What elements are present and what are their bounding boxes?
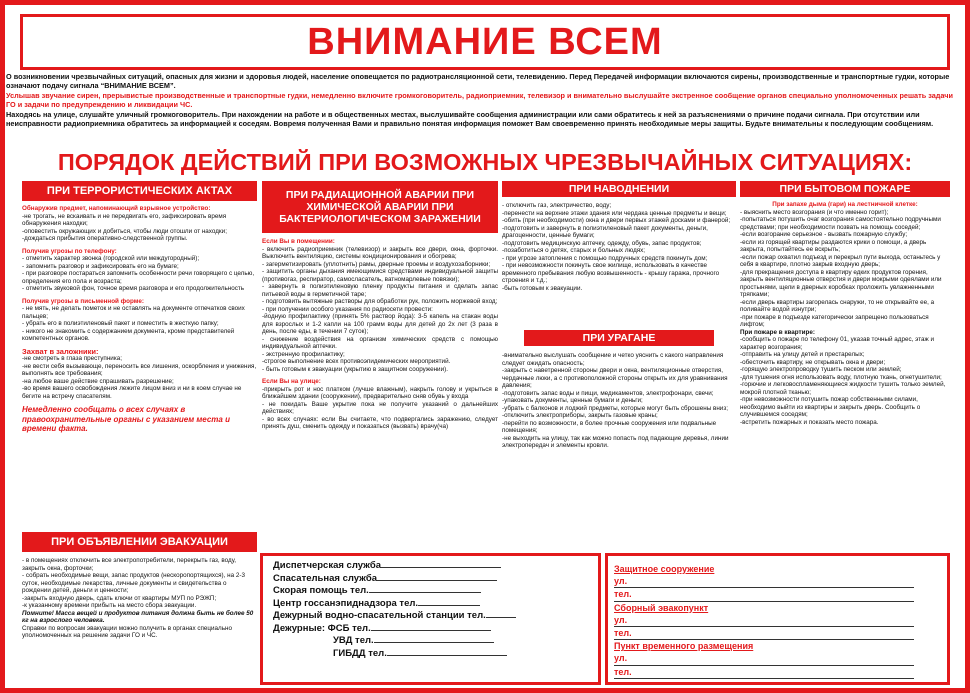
terror-final: Немедленно сообщать о всех случаях в правоохранительные органы с указанием места и времени факта. [22, 405, 230, 433]
service-gibdd: ГИБДД тел. [333, 647, 387, 659]
evac-bold: Помните! Масса вещей и продуктов питания должна быть не более 50 кг на взрослого человека. [22, 609, 254, 624]
terror-h4: Захват в заложники: [22, 346, 99, 356]
terror-h3: Получив угрозы в письменной форме: [22, 297, 144, 305]
fire-h2: При пожаре в квартире: [740, 328, 815, 336]
page-title: ВНИМАНИЕ ВСЕМ [20, 14, 950, 70]
service-fsb: Дежурные: ФСБ тел. [273, 622, 371, 634]
services-box [260, 553, 601, 685]
fire-section [740, 181, 950, 426]
terror-t2: - отметить характер звонка (городской или междугородный); - запомнить разговор и зафиксировать его на бумаге; - при разговоре постараться запомнить особенности речи говорящего с целью, определения его пола и возраста; - отметить звуковой фон, точное время разговора и его продолжительность [22, 255, 255, 292]
service-dispatch: Диспетчерская служба [273, 560, 382, 571]
evac-section [22, 532, 257, 640]
temporary-street: ул. [614, 652, 914, 665]
shelter-street: ул. [614, 575, 914, 588]
flood-section [502, 181, 736, 292]
terror-t4: -не смотреть в глаза преступника; -не вести себя вызывающе, переносить все лишения, оскорбления и унижения, выполнять все требования; -на любое ваше действие спрашивать разрешение; -во время вашего освобождения лежите лицом вниз и ни в коем случае не бегите на встречу спасателям. [22, 355, 257, 400]
terror-h1: Обнаружив предмет, напоминающий взрывное устройство: [22, 205, 211, 212]
service-uvd: УВД тел. [333, 635, 374, 646]
terror-t3: - не мять, не делать пометок и не оставлять на документе отпечатков своих пальцев; - убрать его в полиэтиленовый пакет и поместить в жесткую папку; - никого не знакомить с содержанием документа, кроме представителей компетентных органов. [22, 305, 245, 342]
hurricane-t1: -внимательно выслушать сообщение и четко уяснить с какого направления следует ожидать опасность; -закрыть с наветренной стороны двери и окна, вентиляционные отверстия, чердачные люки, а с противоположной стороны открыть их для уравнивания давления; -подготовить запас воды и пищи, медикаментов, электрофонари, свечи; -упаковать документы, ценные бумаги и деньги; -убрать с балконов и лоджий предметы, которые могут быть сброшены вниз; -отключить электроприборы, закрыть газовые краны; -перейти по возможности, в более прочные сооружения или подвальные помещения; -не выходить на улицу, так как можно попасть под падающие деревья, линии электропередач и элементы кровли. [502, 352, 729, 449]
hurricane-section [502, 330, 736, 450]
section-subtitle: ПОРЯДОК ДЕЙСТВИЙ ПРИ ВОЗМОЖНЫХ ЧРЕЗВЫЧАЙНЫХ СИТУАЦИЯХ: [57, 149, 913, 175]
terror-h2: Получив угрозы по телефону: [22, 247, 117, 255]
fire-header: ПРИ БЫТОВОМ ПОЖАРЕ [740, 181, 950, 197]
intro-line-2: Услышав звучание сирен, прерывистые производственные и транспортные гудки, немедленно включите громкоговоритель, радиоприемник, телевизор и внимательно выслушайте экстренное сообщение органов специально уполномоченных решать задачи ГО и задачи по предупреждению и ликвидации ЧС. [6, 90, 954, 110]
terror-t1: -не трогать, не вскаивать и не передвигать его, зафиксировать время обнаружения находки; -оповестить окружающих и добиться, чтобы люди отошли от находки; -дождаться прибытия оперативно-следственной группы. [22, 212, 227, 242]
assembly-street: ул. [614, 614, 914, 627]
shelter-phone: тел. [614, 588, 914, 601]
evac-header: ПРИ ОБЪЯВЛЕНИИ ЭВАКУАЦИИ [22, 532, 257, 552]
radiation-t2: -прикрыть рот и нос платком (лучше влажным), накрыть голову и укрыться в ближайшем здании (сооружении), предварительно сняв обувь у входа - не покидать Ваше укрытие пока не получите указаний о дальнейших действиях; - во всех случаях: если Вы считаете, что подвергались заражению, следует принять душ, сменить одежду и показаться (вызвать) врачу(ча) [262, 385, 498, 430]
hurricane-header: ПРИ УРАГАНЕ [524, 330, 714, 346]
terror-header: ПРИ ТЕРРОРИСТИЧЕСКИХ АКТАХ [22, 181, 257, 201]
evac-t2: Справки по вопросам эвакуации можно получить в органах специально уполномоченных на решение задачи ГО и ЧС. [22, 624, 232, 639]
radiation-t1: - включить радиоприемник (телевизор) и закрыть все двери, окна, форточки. Выключить вентиляцию, системы кондиционирования и обогрева; - загерметизировать (уплотнить) рамы, дверные проемы и воздухозаборники; - защитить органы дыхания имеющимися средствами индивидуальной защиты (противогаз, респиратор, самосласатель, ватномарлевые повязки); - завернуть в полиэтиленовую пленку продукты питания и сделать запас питьевой воды в герметичной таре; - подготовить вытяжные растворы для обработки рук, положить моржевой вход; - при получении особого указания по радиосети провести: -йодную профилактику (принять 5% раствор йода): 3-5 капель на стакан воды для взрослых и 1-2 капли на 100 грамм воды для детей до 2х лет (3 раза в день, после еды, в течении 7 суток); - снижение воздействия на организм химических средств с помощью индивидуальной аптечки. - экстренную профилактику; -строгое выполнение всех противоэпидемических мероприятий. - быть готовым к эвакуации (укрытию в защитном сооружении). [262, 245, 498, 373]
radiation-h1: Если Вы в помещении: [262, 238, 335, 245]
intro-line-3: Находясь на улице, слушайте уличный громкоговоритель. При нахождении на работе и в общественных местах, выслушивайте сообщения администрации или сами обратитесь к ней за разъяснениями о причине подачи сигнала. При отсутствии или неисправности радиоприемника обратитесь за информацией к соседям. Вовремя полученная Вами и правильно понятая информация поможет Вам своевременно принять необходимые меры защиты. Будьте внимательны к последующим сообщениям. [6, 109, 934, 129]
service-water-rescue: Дежурный водно-спасательной станции тел. [273, 610, 486, 621]
flood-t1: - отключить газ, электричество, воду; -перенести на верхние этажи здания или чердака ценные предметы и вещи; -обить (при необходимости) окна и двери первых этажей досками и фанерой; -подготовить и завернуть в полиэтиленовый пакет документы, деньги, драгоценности, ценные бумаги; -подготовить медицинскую аптечку, одежду, обувь, запас продуктов; -позаботиться о детях, старых и больных людях; - при угрозе затопления с помощью подручных средств покинуть дом; - при невозможности покинуть свое жилище, использовать в качестве временного пребывания любую возвышенность - крышу гаража, прочного строения и т.д.; -быть готовым к эвакуации. [502, 202, 731, 292]
temporary-phone: тел. [614, 666, 914, 679]
service-sanepid: Центр госсанэпиднадзора тел. [273, 597, 419, 609]
flood-header: ПРИ НАВОДНЕНИИ [502, 181, 736, 197]
shelter-info [614, 563, 939, 679]
intro-line-1: О возникновении чрезвычайных ситуаций, опасных для жизни и здоровья людей, население оповещается по радиотрансляционной сети, телевидению. Перед Передачей информации включаются сирены, производственные и транспортные гудки, которые означают подачу сигнала “ВНИМАНИЕ ВСЕМ”. [6, 72, 950, 91]
assembly-phone: тел. [614, 627, 914, 640]
service-ambulance: Скорая помощь тел. [273, 585, 369, 596]
service-rescue: Спасательная служба [273, 572, 378, 584]
fire-t1: - выяснить место возгорания (и что именно горит); -попытаться потушить очаг возгорания самостоятельно подручными средствами; при необходимости позвать на помощь соседей; -если возгорание серьезное - вызвать пожарную службу; -если из горящей квартиры раздаются крики о помощи, а дверь закрыта, попытайтесь ее вскрыть; -если пожар охватил подъезд и перекрыл пути выхода, останьтесь у себя в квартире, плотно закрыв входную дверь; -для прекращения доступа в квартиру едких продуктов горения, закрыть вентиляционные отверстия и двери мокрыми одеялами или простынями, щели в дверных коробках проложить увлажненными тряпками; -если дверь квартиры загорелась снаружи, то не открывайте ее, а поливайте водой изнутри; -при пожаре в подъезде категорически запрещено пользоваться лифтом; [740, 208, 942, 328]
fire-t2: -сообщить о пожаре по телефону 01, указав точный адрес, этаж и характер возгорания; -отправить на улицу детей и престарелых; -обесточить квартиру, не открывать окна и двери; -горящую электропроводку тушить песком или землей; -для тушения огня использовать воду, плотную ткань, огнетушители; -горючие и легковоспламеняющиеся жидкости тушить только землей, мокрой плотной тканью; -при невозможности потушить пожар собственными силами, необходимо выйти из квартиры и закрыть дверь. Сообщить о случившемся соседям; -встретить пожарных и показать место пожара. [740, 336, 946, 426]
intro-text [6, 72, 964, 128]
temporary-point-title: Пункт временного размещения [614, 641, 754, 652]
radiation-h2: Если Вы на улице: [262, 378, 321, 385]
radiation-header: ПРИ РАДИАЦИОННОЙ АВАРИИ ПРИ ХИМИЧЕСКОЙ АВАРИИ ПРИ БАКТЕРИОЛОГИЧЕСКОМ ЗАРАЖЕНИИ [262, 181, 498, 233]
terror-section [22, 181, 257, 434]
radiation-section [262, 181, 498, 431]
evac-t1: - в помещениях отключить все электропотребители, перекрыть газ, воду, закрыть окна, форточки; - собрать необходимые вещи, запас продуктов (нескоропортящихся), на 2-3 суток, необходимые лекарства, личные документы и свидетельства о рождении детей, деньги и ценности; -закрыть входную дверь, сдать ключи от квартиры МУП по РЭЖП; -к указанному времени прибыть на место сбора эвакуации. [22, 557, 245, 609]
fire-h1: При запахе дыма (гари) на лестничной клетке: [772, 201, 918, 208]
assembly-point-title: Сборный эвакопункт [614, 602, 709, 613]
shelter-title: Защитное сооружение [614, 564, 715, 574]
